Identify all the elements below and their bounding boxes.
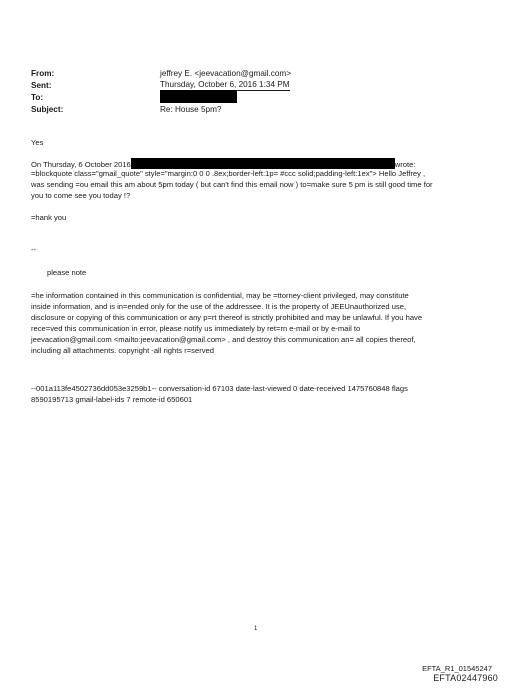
quote-line-1-end: wrote: [394,160,416,169]
quote-line-2: =blockquote class="gmail_quote" style="margin:0 0 0 .8ex;border-left:1p= #ccc solid;padding-left:1ex"> Hello Jeffrey , [31,169,426,178]
from-value: jeffrey E. <jeevacation@gmail.com> [160,69,292,78]
notice-line-4: rece=ved this communication in error, please notify us immediately by ret=rn e-mail or by e-mail to [31,324,361,333]
notice-line-5: jeevacation@gmail.com <mailto:jeevacation@gmail.com> , and destroy this communication an= all copies thereof, [31,335,416,344]
efta-reference-1: EFTA_R1_01545247 [422,664,492,673]
please-note-text: please note [47,268,87,277]
subject-label: Subject: [31,105,64,114]
notice-line-6: including all attachments. copyright -all rights r=served [31,346,214,355]
quote-line-1-start: On Thursday, 6 October 2016 [31,160,131,169]
efta-reference-2: EFTA02447960 [433,673,498,683]
quote-line-3: was sending =ou email this am about 5pm today ( but can't find this email now ) to=make sure 5 pm is still good time for [31,180,433,189]
to-label: To: [31,93,44,102]
reply-text: Yes [31,138,44,147]
sent-label: Sent: [31,81,52,90]
quote-redaction [131,158,395,169]
signature-separator: -- [31,245,37,254]
quote-line-4: you to come see you today !? [31,191,131,200]
page-number: 1 [254,626,258,632]
meta-line-2: 8590195713 gmail-label-ids 7 remote-id 650601 [31,395,193,404]
from-label: From: [31,69,55,78]
notice-line-3: disclosure or copying of this communication or any p=rt thereof is strictly prohibited and may be unlawful. If you have [31,313,423,322]
to-redaction [160,90,237,103]
subject-value: Re: House 5pm? [160,105,222,114]
notice-line-2: inside information, and is in=ended only for the use of the addressee. It is the property of JEEUnauthorized use, [31,302,407,311]
notice-line-1: =he information contained in this communication is confidential, may be =ttorney-client privileged, may constitute [31,291,409,300]
meta-line-1: --001a113fe4502736dd053e3259b1-- conversation-id 67103 date-last-viewed 0 date-received 1475760848 flags [31,384,408,393]
sent-value: Thursday, October 6, 2016 1:34 PM [160,80,290,89]
thank-you-text: =hank you [31,213,67,222]
